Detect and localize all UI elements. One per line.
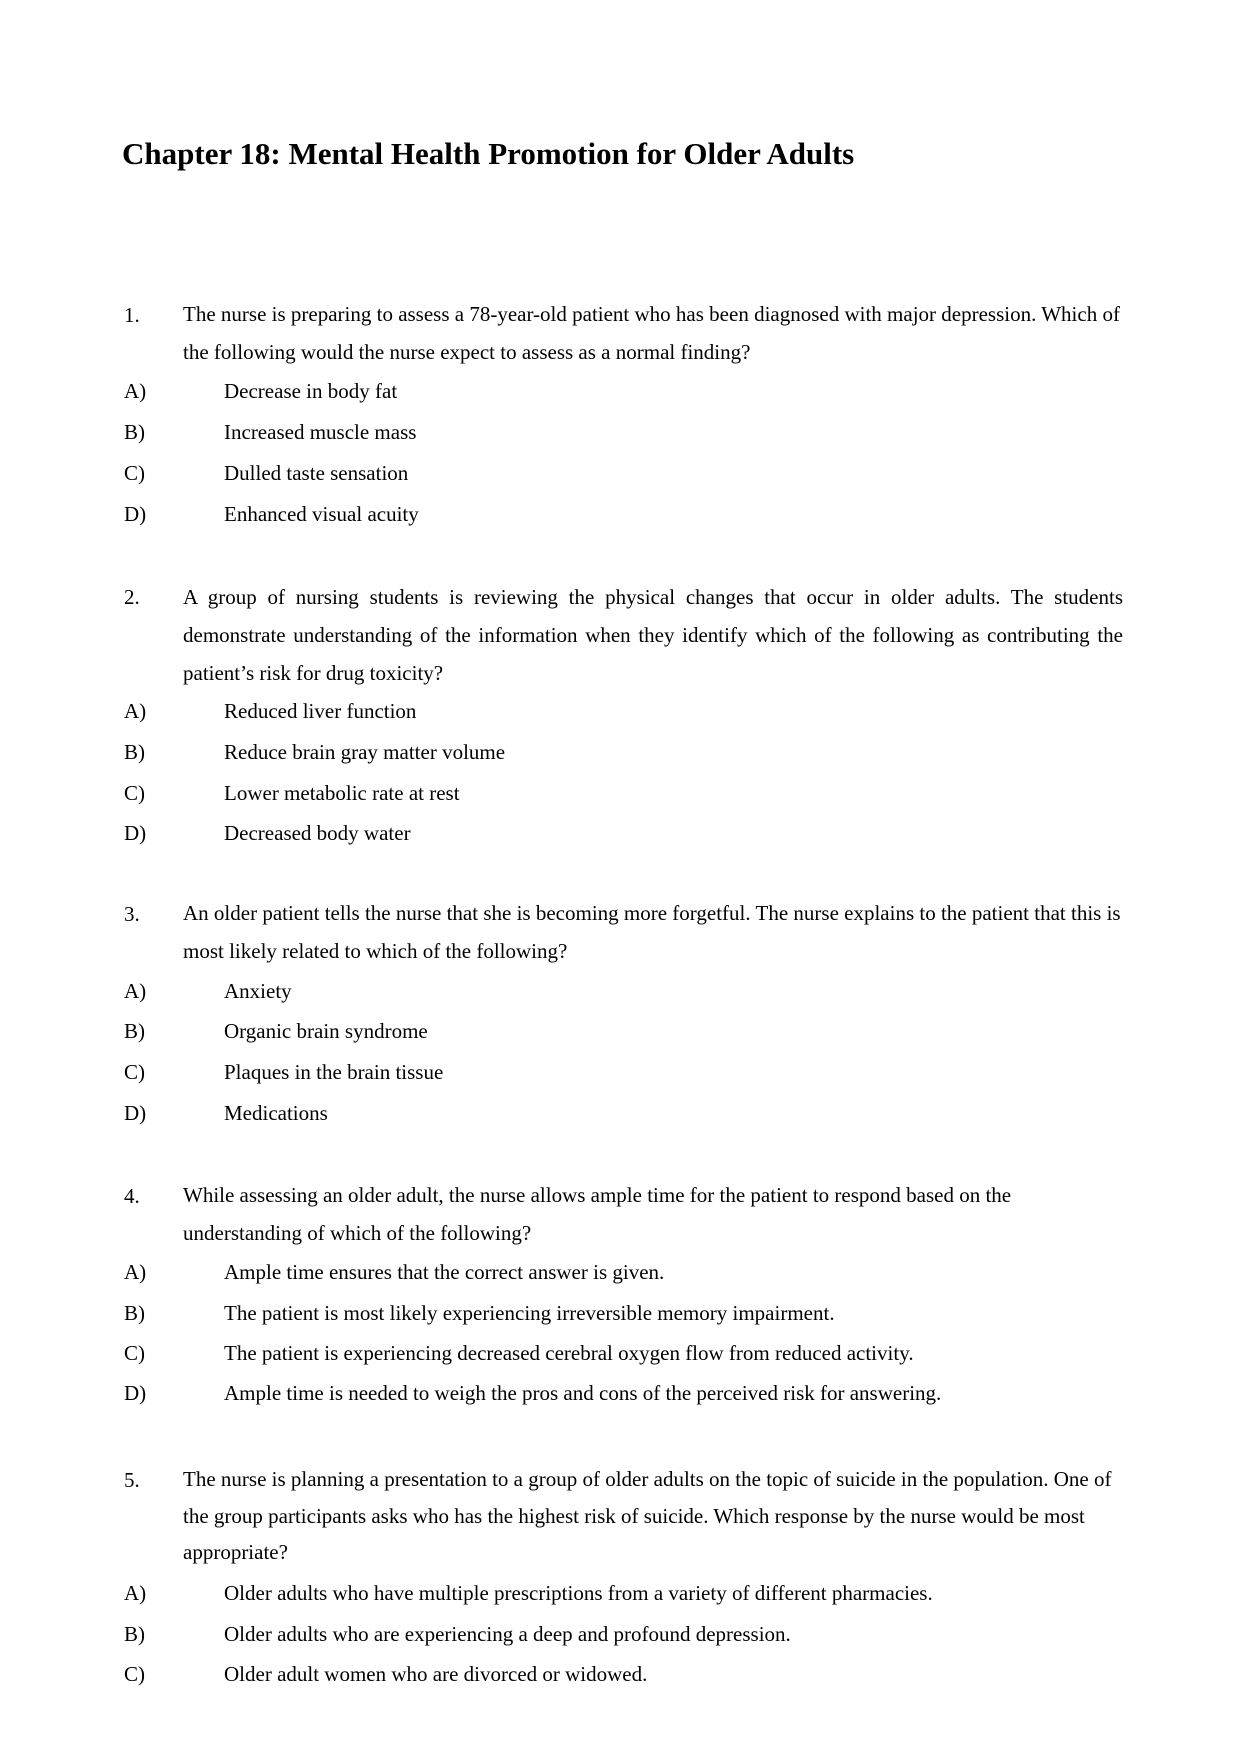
option-b: [0, 1294, 1240, 1332]
option-c: [0, 1053, 1240, 1091]
option-letter: A): [124, 379, 147, 403]
option-letter: D): [124, 1381, 147, 1405]
option-text: Dulled taste sensation: [224, 461, 409, 485]
option-letter: A): [124, 1260, 147, 1284]
option-c: [0, 774, 1240, 812]
option-text: Plaques in the brain tissue: [224, 1060, 444, 1084]
question-text: A group of nursing students is reviewing the physical changes that occur in older adults. The students demonstrate understanding of the information when they identify which of the following as contributing the patient’s risk for drug toxicity?: [183, 585, 1123, 685]
option-text: Ample time is needed to weigh the pros and cons of the perceived risk for answering.: [224, 1381, 942, 1405]
option-a: [0, 692, 1240, 730]
option-a: [0, 1574, 1240, 1612]
question-number: 3.: [124, 902, 140, 926]
option-letter: B): [124, 1019, 145, 1043]
question-text: An older patient tells the nurse that she is becoming more forgetful. The nurse explains to the patient that this is most likely related to which of the following?: [183, 901, 1121, 963]
option-text: Reduced liver function: [224, 699, 417, 723]
option-text: Older adults who have multiple prescriptions from a variety of different pharmacies.: [224, 1581, 933, 1605]
option-a: [0, 972, 1240, 1010]
question-number: 5.: [124, 1468, 140, 1492]
option-text: Medications: [224, 1101, 328, 1125]
option-letter: B): [124, 740, 145, 764]
option-c: [0, 454, 1240, 492]
option-text: The patient is most likely experiencing irreversible memory impairment.: [224, 1301, 835, 1325]
option-letter: A): [124, 979, 147, 1003]
option-text: Decrease in body fat: [224, 379, 398, 403]
option-letter: B): [124, 1301, 145, 1325]
option-text: The patient is experiencing decreased cerebral oxygen flow from reduced activity.: [224, 1341, 914, 1365]
option-d: [0, 1374, 1240, 1412]
question-text: While assessing an older adult, the nurse allows ample time for the patient to respond based on the understanding of which of the following?: [183, 1183, 1012, 1245]
option-letter: B): [124, 420, 145, 444]
question-text: The nurse is preparing to assess a 78-year-old patient who has been diagnosed with major depression. Which of the following would the nurse expect to assess as a normal finding?: [183, 302, 1120, 364]
option-text: Ample time ensures that the correct answer is given.: [224, 1260, 665, 1284]
option-b: [0, 733, 1240, 771]
option-a: [0, 372, 1240, 410]
question-number: 2.: [124, 585, 140, 609]
option-c: [0, 1655, 1240, 1693]
option-d: [0, 814, 1240, 852]
option-d: [0, 495, 1240, 533]
option-text: Anxiety: [224, 979, 292, 1003]
option-text: Enhanced visual acuity: [224, 502, 419, 526]
option-c: [0, 1334, 1240, 1372]
option-b: [0, 413, 1240, 451]
option-letter: A): [124, 699, 147, 723]
option-b: [0, 1012, 1240, 1050]
option-text: Older adult women who are divorced or widowed.: [224, 1662, 648, 1686]
option-text: Reduce brain gray matter volume: [224, 740, 506, 764]
option-text: Increased muscle mass: [224, 420, 417, 444]
option-letter: C): [124, 781, 145, 805]
option-text: Older adults who are experiencing a deep and profound depression.: [224, 1622, 791, 1646]
option-b: [0, 1615, 1240, 1653]
option-text: Lower metabolic rate at rest: [224, 781, 460, 805]
question-number: 1.: [124, 303, 140, 327]
question-text: The nurse is planning a presentation to a group of older adults on the topic of suicide in the population. One of the group participants asks who has the highest risk of suicide. Which response by the nurse would be most appropriate?: [183, 1467, 1112, 1564]
chapter-title: Chapter 18: Mental Health Promotion for Older Adults: [122, 136, 855, 171]
option-letter: D): [124, 821, 147, 845]
option-letter: C): [124, 1341, 145, 1365]
option-a: [0, 1253, 1240, 1291]
option-letter: D): [124, 502, 147, 526]
option-letter: C): [124, 1060, 145, 1084]
option-letter: A): [124, 1581, 147, 1605]
option-letter: B): [124, 1622, 145, 1646]
option-letter: C): [124, 461, 145, 485]
question-number: 4.: [124, 1184, 140, 1208]
option-text: Organic brain syndrome: [224, 1019, 428, 1043]
option-d: [0, 1094, 1240, 1132]
option-letter: D): [124, 1101, 147, 1125]
option-letter: C): [124, 1662, 145, 1686]
option-text: Decreased body water: [224, 821, 411, 845]
